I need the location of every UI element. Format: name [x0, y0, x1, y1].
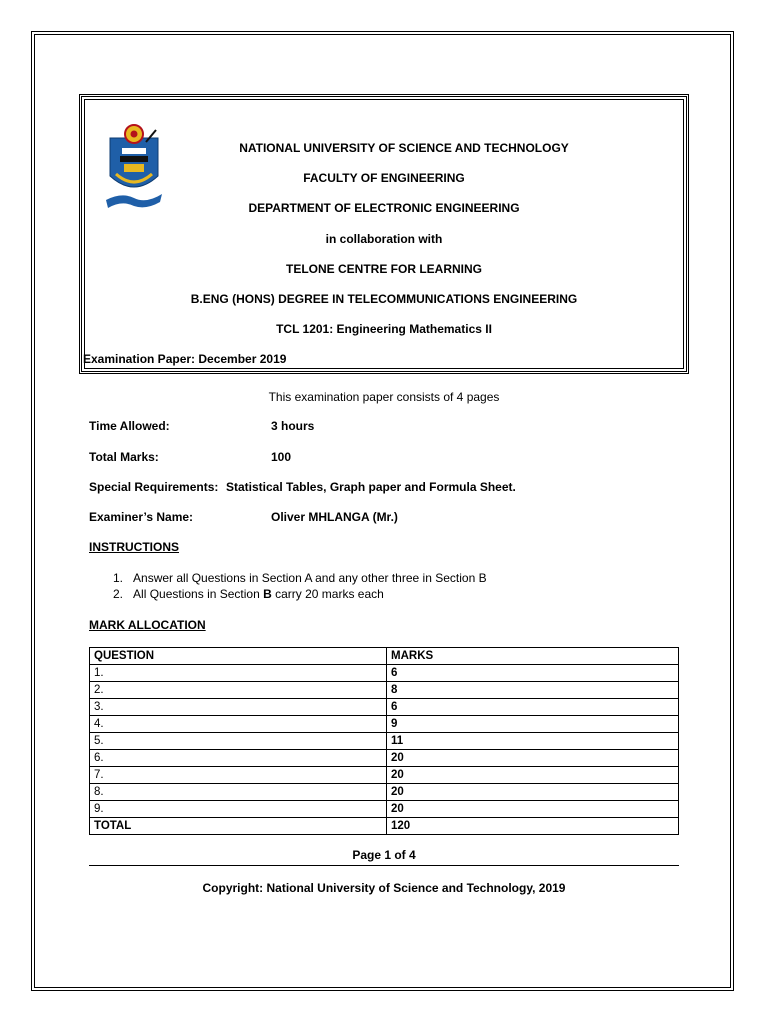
table-row: [90, 699, 679, 716]
table-row: [90, 665, 679, 682]
university-name: NATIONAL UNIVERSITY OF SCIENCE AND TECHNOLOGY: [239, 141, 569, 155]
examiner-label: Examiner’s Name:: [89, 510, 194, 524]
instruction-item: [113, 571, 487, 585]
question-cell: 3.: [90, 699, 387, 716]
page-count-note: This examination paper consists of 4 pages: [268, 390, 500, 404]
marks-cell: 20: [387, 784, 679, 801]
table-total-row: [90, 818, 679, 835]
instruction-section-b: B: [263, 587, 272, 601]
instructions-heading: INSTRUCTIONS: [89, 540, 179, 554]
marks-cell: 20: [387, 750, 679, 767]
examiner-value: Oliver MHLANGA (Mr.): [271, 510, 398, 524]
marks-cell: 20: [387, 801, 679, 818]
time-allowed-label: Time Allowed:: [89, 419, 170, 433]
instruction-text-end: carry 20 marks each: [271, 587, 384, 601]
footer-divider: [89, 865, 679, 866]
table-row: [90, 682, 679, 699]
university-crest-icon: [102, 120, 166, 212]
instruction-number: 1.: [113, 571, 124, 585]
collaboration-text: in collaboration with: [325, 232, 443, 246]
question-cell: 7.: [90, 767, 387, 784]
question-cell: 5.: [90, 733, 387, 750]
table-row: [90, 716, 679, 733]
marks-cell: 20: [387, 767, 679, 784]
column-header-question: QUESTION: [90, 648, 387, 665]
table-row: [90, 784, 679, 801]
special-requirements-label: Special Requirements:: [89, 480, 219, 494]
marks-cell: 11: [387, 733, 679, 750]
question-cell: 4.: [90, 716, 387, 733]
column-header-marks: MARKS: [387, 648, 679, 665]
department-name: DEPARTMENT OF ELECTRONIC ENGINEERING: [248, 201, 520, 215]
degree-name: B.ENG (HONS) DEGREE IN TELECOMMUNICATIONS ENGINEERING: [190, 292, 578, 306]
question-cell: 9.: [90, 801, 387, 818]
marks-cell: 8: [387, 682, 679, 699]
time-allowed-value: 3 hours: [271, 419, 315, 433]
total-marks-value: 100: [271, 450, 292, 464]
total-value-cell: 120: [387, 818, 679, 835]
exam-paper-date: Examination Paper: December 2019: [83, 352, 287, 366]
course-title: TCL 1201: Engineering Mathematics II: [276, 322, 492, 336]
total-marks-label: Total Marks:: [89, 450, 159, 464]
instruction-text: Answer all Questions in Section A and any other three in Section B: [133, 571, 487, 585]
table-row: [90, 767, 679, 784]
marks-cell: 6: [387, 665, 679, 682]
mark-allocation-heading: MARK ALLOCATION: [89, 618, 206, 632]
question-cell: 8.: [90, 784, 387, 801]
table-header-row: [90, 648, 679, 665]
marks-cell: 9: [387, 716, 679, 733]
instruction-text: All Questions in Section: [133, 587, 264, 601]
question-cell: 1.: [90, 665, 387, 682]
table-row: [90, 750, 679, 767]
table-row: [90, 733, 679, 750]
mark-allocation-table: [89, 647, 679, 835]
special-requirements-value: Statistical Tables, Graph paper and Formula Sheet.: [226, 480, 516, 494]
page-number: Page 1 of 4: [352, 848, 416, 862]
partner-name: TELONE CENTRE FOR LEARNING: [285, 262, 482, 276]
instruction-number: 2.: [113, 587, 124, 601]
question-cell: 2.: [90, 682, 387, 699]
marks-cell: 6: [387, 699, 679, 716]
instruction-item: [113, 587, 384, 601]
faculty-name: FACULTY OF ENGINEERING: [303, 171, 465, 185]
table-row: [90, 801, 679, 818]
total-label-cell: TOTAL: [90, 818, 387, 835]
question-cell: 6.: [90, 750, 387, 767]
copyright-notice: Copyright: National University of Science and Technology, 2019: [202, 881, 566, 895]
